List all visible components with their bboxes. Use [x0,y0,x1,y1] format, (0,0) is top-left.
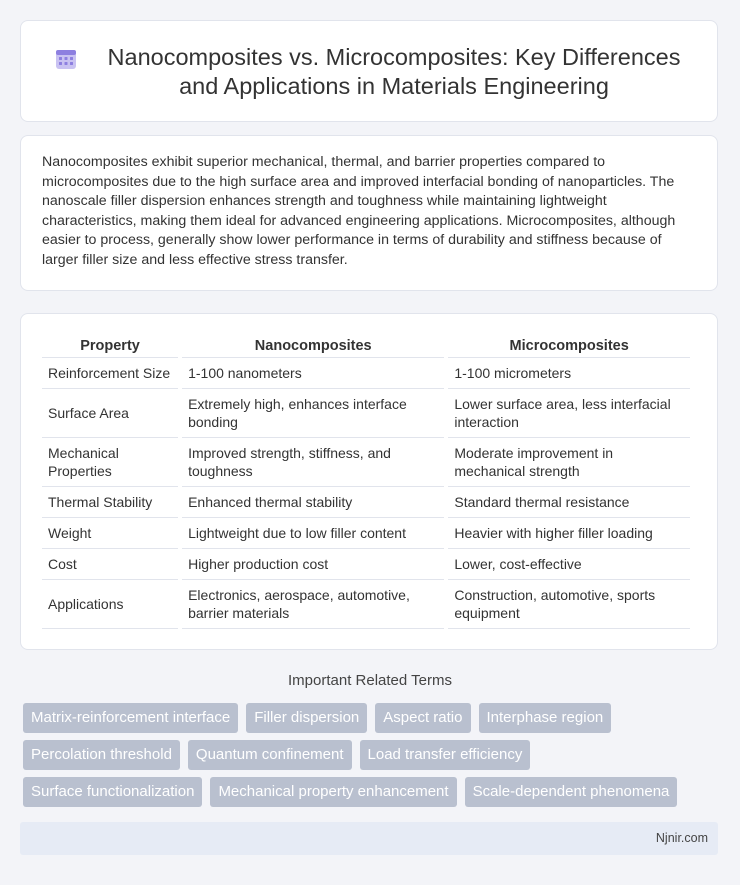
table-cell: 1-100 micrometers [448,358,690,389]
table-cell: Cost [42,549,178,580]
footer [20,822,718,855]
table-cell: Improved strength, stiffness, and toughness [182,438,444,487]
related-term-tag[interactable]: Matrix-reinforcement interface [23,703,238,733]
table-cell: Heavier with higher filler loading [448,518,690,549]
summary-text: Nanocomposites exhibit superior mechanical, thermal, and barrier properties compared to microcomposites due to the high surface area and improved interfacial bonding of nanoparticles. The nanoscale filler dispersion enhances strength and toughness while maintaining lightweight characteristics, making them ideal for advanced engineering applications. Microcomposites, although easier to process, generally show lower performance in terms of durability and stiffness because of larger filler size and less effective stress transfer. [42,154,676,268]
related-term-tag[interactable]: Aspect ratio [375,703,470,733]
related-term-tag[interactable]: Interphase region [479,703,612,733]
table-header-row [42,332,690,358]
table-cell: Extremely high, enhances interface bonding [182,389,444,438]
table-cell: Lower surface area, less interfacial interaction [448,389,690,438]
table-cell: Thermal Stability [42,487,178,518]
related-term-tag[interactable]: Percolation threshold [23,740,180,770]
footer-site-link[interactable]: Njnir.com [655,831,708,845]
comparison-table [38,332,694,629]
related-term-tag[interactable]: Mechanical property enhancement [210,777,456,807]
related-terms-list [23,703,723,814]
page-title: Nanocomposites vs. Microcomposites: Key Differences and Applications in Materials Engineering [107,44,681,99]
table-cell: Standard thermal resistance [448,487,690,518]
table-cell: Surface Area [42,389,178,438]
table-row [42,580,690,629]
calendar-icon [54,47,78,71]
table-cell: Mechanical Properties [42,438,178,487]
related-term-tag[interactable]: Surface functionalization [23,777,202,807]
related-terms-heading: Important Related Terms [288,672,452,689]
table-cell: 1-100 nanometers [182,358,444,389]
title-card [20,20,718,122]
table-cell: Enhanced thermal stability [182,487,444,518]
table-cell: Lightweight due to low filler content [182,518,444,549]
table-row [42,358,690,389]
table-row [42,389,690,438]
table-cell: Weight [42,518,178,549]
table-cell: Reinforcement Size [42,358,178,389]
related-term-tag[interactable]: Load transfer efficiency [360,740,531,770]
table-row [42,487,690,518]
table-cell: Moderate improvement in mechanical strength [448,438,690,487]
related-term-tag[interactable]: Scale-dependent phenomena [465,777,678,807]
comparison-table-card [20,313,718,650]
related-term-tag[interactable]: Quantum confinement [188,740,352,770]
table-cell: Construction, automotive, sports equipment [448,580,690,629]
column-header: Nanocomposites [182,332,444,358]
related-term-tag[interactable]: Filler dispersion [246,703,367,733]
table-row [42,549,690,580]
table-row [42,438,690,487]
table-cell: Lower, cost-effective [448,549,690,580]
table-cell: Higher production cost [182,549,444,580]
table-row [42,518,690,549]
table-cell: Electronics, aerospace, automotive, barrier materials [182,580,444,629]
column-header: Microcomposites [448,332,690,358]
table-cell: Applications [42,580,178,629]
summary-card [20,135,718,291]
column-header: Property [42,332,178,358]
